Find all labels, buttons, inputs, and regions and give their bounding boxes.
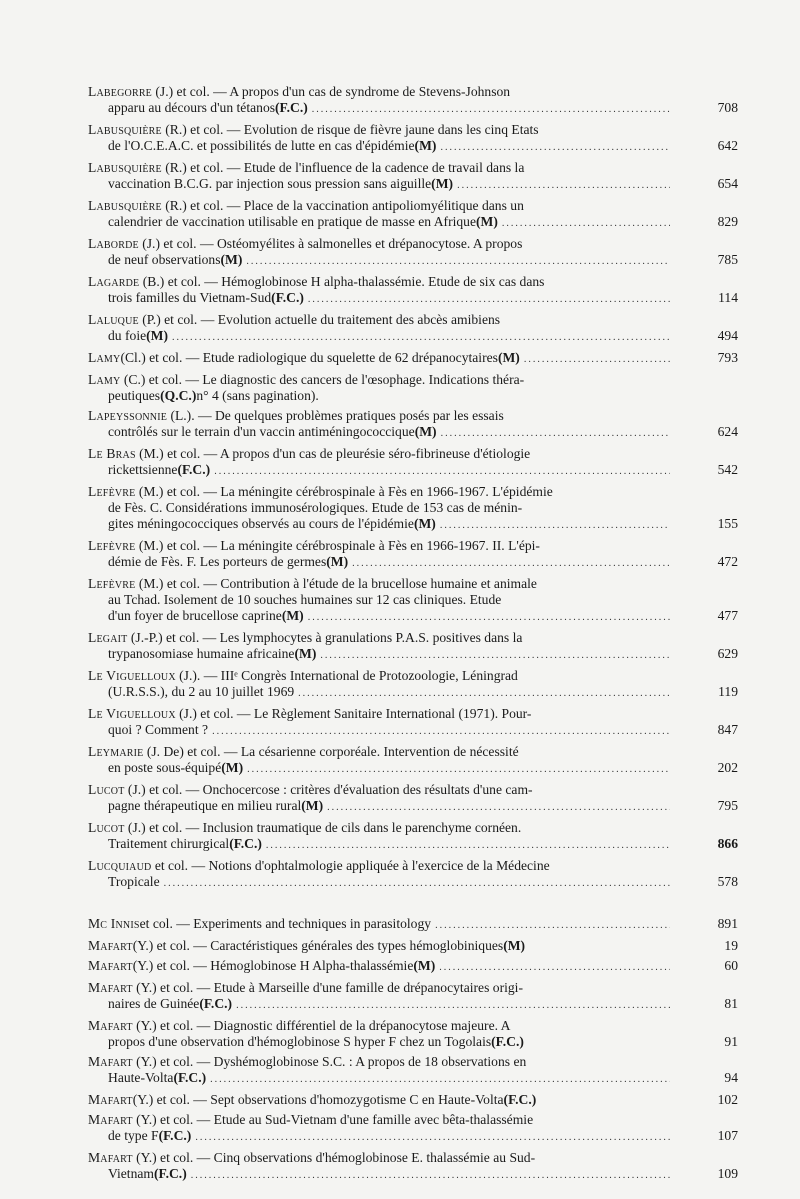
leader-dots (247, 762, 670, 778)
entry-line (88, 836, 738, 854)
author-name: Labegorre (88, 84, 152, 99)
entry-text: (M.) et col. — A propos d'un cas de pleurésie séro-fibrineuse d'étiologie (135, 446, 531, 461)
index-entry (88, 198, 738, 232)
index-entry (88, 1112, 738, 1146)
publication-type: (M) (497, 350, 520, 365)
entry-text: (J. De) et col. — La césarienne corporéale. Intervention de nécessité (143, 744, 519, 759)
author-name: Mafart (88, 938, 133, 953)
entry-line (88, 1054, 670, 1070)
index-entry (88, 446, 738, 480)
entry-line (88, 646, 738, 664)
index-entry (88, 744, 738, 778)
author-name: Le Viguelloux (88, 706, 176, 721)
leader-dots (210, 1072, 670, 1088)
entry-line (88, 84, 670, 100)
entry-line (88, 198, 670, 214)
publication-type: (F.C.) (173, 1070, 207, 1085)
author-name: Lamy (88, 372, 121, 387)
page-number: 91 (724, 1034, 738, 1049)
publication-type: (F.C.) (154, 1166, 187, 1181)
page-number: 109 (717, 1166, 738, 1181)
author-name: Laluque (88, 312, 139, 327)
leader-dots (298, 686, 670, 702)
page-number: 477 (717, 608, 738, 623)
entry-line (88, 1112, 670, 1128)
author-name: Mc Innis (88, 916, 140, 931)
entry-text: du foie (108, 328, 147, 343)
publication-type: (F.C.) (275, 100, 308, 115)
entry-text: de l'O.C.E.A.C. et possibilités de lutte en cas d'épidémie (108, 138, 415, 153)
leader-dots (164, 876, 670, 892)
page-number: 155 (717, 516, 738, 531)
entry-line (88, 630, 670, 646)
entry-text: (J.) et col. — Inclusion traumatique de cils dans le parenchyme cornéen. (124, 820, 522, 835)
entry-text: (Y.) et col. — Cinq observations d'hémoglobinose E. thalassémie au Sud- (132, 1150, 536, 1165)
index-entry (88, 84, 738, 118)
leader-dots (308, 292, 670, 308)
leader-dots (191, 1168, 670, 1184)
page-number: 114 (718, 290, 738, 305)
entry-line (88, 858, 670, 874)
entry-line (88, 706, 670, 722)
publication-type: (M) (301, 798, 324, 813)
author-name: Mafart (88, 1112, 133, 1127)
entry-line (88, 516, 738, 534)
entry-line (88, 1150, 670, 1166)
entry-text: de neuf observations (108, 252, 221, 267)
publication-type: (M) (413, 958, 436, 973)
leader-dots (266, 838, 670, 854)
author-name: Lefèvre (88, 538, 136, 553)
entry-line (88, 138, 738, 156)
entry-line (88, 274, 670, 290)
leader-dots (327, 800, 670, 816)
index-entry (88, 668, 738, 702)
page-number: 578 (717, 874, 738, 889)
entry-text: Haute-Volta (108, 1070, 174, 1085)
entry-line (88, 1128, 738, 1146)
index-entry (88, 350, 738, 368)
entry-text: calendrier de vaccination utilisable en pratique de masse en Afrique (108, 214, 477, 229)
entry-text: contrôlés sur le terrain d'un vaccin antiméningococcique (108, 424, 415, 439)
entry-text: n° 4 (sans pagination). (196, 388, 319, 403)
page-number: 472 (717, 554, 738, 569)
page-number: 708 (717, 100, 738, 115)
leader-dots (352, 556, 670, 572)
leader-dots (439, 960, 670, 976)
entry-text: (R.) et col. — Evolution de risque de fièvre jaune dans les cinq Etats (161, 122, 539, 137)
entry-text: (Y.) et col. — Etude au Sud-Vietnam d'une famille avec bêta-thalassémie (132, 1112, 534, 1127)
author-name: Lefèvre (88, 576, 136, 591)
entry-line (88, 744, 670, 760)
page-number: 94 (724, 1070, 738, 1085)
entry-line (88, 980, 670, 996)
entry-text: Tropicale (108, 874, 160, 889)
publication-type: (M) (476, 214, 498, 229)
entry-text: (J.) et col. — A propos d'un cas de syndrome de Stevens-Johnson (152, 84, 511, 99)
page-number: 654 (717, 176, 738, 191)
index-entry (88, 484, 738, 534)
entry-line (88, 328, 738, 346)
entry-text: propos d'une observation d'hémoglobinose S hyper F chez un Togolais (108, 1034, 492, 1049)
entry-line (88, 408, 670, 424)
leader-dots (440, 518, 670, 534)
entry-line (88, 798, 738, 816)
entry-text: démie de Fès. F. Les porteurs de germes (108, 554, 327, 569)
entry-text: gites méningococciques observés au cours de l'épidémie (108, 516, 414, 531)
publication-type: (F.C.) (177, 462, 211, 477)
author-name: Mafart (88, 980, 133, 995)
entry-text: vaccination B.C.G. par injection sous pression sans aiguille (108, 176, 432, 191)
entry-text: (Y.) et col. — Hémoglobinose H Alpha-thalassémie (132, 958, 414, 973)
publication-type: (F.C.) (271, 290, 304, 305)
publication-type: (Q.C.) (160, 388, 197, 403)
index-entry (88, 372, 670, 404)
entry-line (88, 1092, 738, 1108)
author-name: Lucquiaud (88, 858, 152, 873)
index-entry (88, 958, 738, 976)
entry-line (88, 252, 738, 270)
entry-text: au Tchad. Isolement de 10 souches humaines sur 12 cas cliniques. Etude (108, 592, 502, 607)
author-name: Lucot (88, 820, 125, 835)
entry-text: (P.) et col. — Evolution actuelle du traitement des abcès amibiens (138, 312, 501, 327)
entry-line (88, 484, 670, 500)
entry-text: (Y.) et col. — Sept observations d'homozygotisme C en Haute-Volta (132, 1092, 504, 1107)
index-entry (88, 820, 738, 854)
entry-line (88, 500, 670, 516)
leader-dots (172, 330, 670, 346)
entry-line (88, 446, 670, 462)
index-entry (88, 576, 738, 626)
entry-text: (L.). — De quelques problèmes pratiques posés par les essais (167, 408, 504, 423)
leader-dots (440, 140, 670, 156)
publication-type: (M) (146, 328, 169, 343)
page-number: 642 (717, 138, 738, 153)
entry-line (88, 236, 670, 252)
entry-line (88, 916, 738, 934)
publication-type: (M) (220, 252, 243, 267)
entry-line (88, 100, 738, 118)
entry-text: trois familles du Vietnam-Sud (108, 290, 272, 305)
index-entry (88, 1092, 738, 1108)
entry-line (88, 1166, 738, 1184)
index-entry (88, 858, 738, 892)
leader-dots (435, 918, 670, 934)
entry-line (88, 424, 738, 442)
leader-dots (308, 610, 670, 626)
page-number: 793 (717, 350, 738, 365)
entry-line (88, 760, 738, 778)
publication-type: (F.C.) (503, 1092, 537, 1107)
author-name: Lefèvre (88, 484, 136, 499)
entry-line (88, 290, 738, 308)
publication-type: (M) (431, 176, 454, 191)
entry-text: Traitement chirurgical (108, 836, 230, 851)
leader-dots (195, 1130, 670, 1146)
entry-line (88, 312, 670, 328)
entry-line (88, 722, 738, 740)
entry-text: apparu au décours d'un tétanos (108, 100, 276, 115)
entry-line (88, 214, 738, 232)
author-name: Laborde (88, 236, 139, 251)
entry-line (88, 1018, 670, 1034)
entry-text: rickettsienne (108, 462, 178, 477)
author-name: Le Bras (88, 446, 136, 461)
entry-text: (R.) et col. — Etude de l'influence de la cadence de travail dans la (161, 160, 525, 175)
author-name: Mafart (88, 1150, 133, 1165)
author-name: Leymarie (88, 744, 144, 759)
page-number: 60 (724, 958, 738, 973)
publication-type: (F.C.) (199, 996, 233, 1011)
page-number: 107 (717, 1128, 738, 1143)
entry-line (88, 372, 670, 388)
leader-dots (312, 102, 670, 118)
entry-text: trypanosomiase humaine africaine (108, 646, 295, 661)
page-number: 829 (717, 214, 738, 229)
publication-type: (F.C.) (229, 836, 262, 851)
entry-line (88, 576, 670, 592)
publication-type: (F.C.) (158, 1128, 192, 1143)
page-number: 81 (724, 996, 738, 1011)
entry-text: (Y.) et col. — Dyshémoglobinose S.C. : A propos de 18 observations en (132, 1054, 527, 1069)
entry-line (88, 668, 670, 684)
publication-type: (M) (413, 516, 436, 531)
leader-dots (441, 426, 670, 442)
page-number: 785 (717, 252, 738, 267)
index-entry (88, 782, 738, 816)
entry-text: (B.) et col. — Hémoglobinose H alpha-thalassémie. Etude de six cas dans (139, 274, 545, 289)
entry-line (88, 782, 670, 798)
page-number: 847 (717, 722, 738, 737)
author-index-column (88, 84, 738, 1188)
publication-type: (M) (414, 138, 437, 153)
index-entry (88, 630, 738, 664)
author-name: Le Viguelloux (88, 668, 176, 683)
index-entry (88, 408, 738, 442)
leader-dots (457, 178, 670, 194)
author-name: Lagarde (88, 274, 140, 289)
author-name: Mafart (88, 958, 133, 973)
publication-type: (M) (414, 424, 437, 439)
entry-line (88, 874, 738, 892)
entry-text: (J.) et col. — Ostéomyélites à salmonelles et drépanocytose. A propos (138, 236, 523, 251)
entry-text: (M.) et col. — La méningite cérébrospinale à Fès en 1966-1967. L'épidémie (135, 484, 553, 499)
entry-text: et col. — Notions d'ophtalmologie appliquée à l'exercice de la Médecine (151, 858, 550, 873)
page-number: 542 (717, 462, 738, 477)
entry-line (88, 350, 738, 368)
entry-text: (Y.) et col. — Diagnostic différentiel de la drépanocytose majeure. A (132, 1018, 511, 1033)
publication-type: (M) (221, 760, 244, 775)
section-gap (88, 896, 670, 916)
entry-text: en poste sous-équipé (108, 760, 222, 775)
entry-text: quoi ? Comment ? (108, 722, 209, 737)
entry-text: (J.-P.) et col. — Les lymphocytes à granulations P.A.S. positives dans la (127, 630, 523, 645)
page-number: 202 (717, 760, 738, 775)
entry-text: (C.) et col. — Le diagnostic des cancers de l'œsophage. Indications théra- (120, 372, 525, 387)
entry-text: (U.R.S.S.), du 2 au 10 juillet 1969 (108, 684, 295, 699)
entry-text: peutiques (108, 388, 161, 403)
entry-line (88, 684, 738, 702)
author-name: Mafart (88, 1092, 133, 1107)
index-entry (88, 1018, 738, 1050)
index-entry (88, 274, 738, 308)
author-name: Mafart (88, 1018, 133, 1033)
entry-line (88, 122, 670, 138)
entry-text: (Cl.) et col. — Etude radiologique du squelette de 62 drépanocytaires (120, 350, 498, 365)
author-name: Lapeyssonnie (88, 408, 168, 423)
page-number: 494 (717, 328, 738, 343)
entry-text: (J.) et col. — Onchocercose : critères d'évaluation des résultats d'une cam- (124, 782, 533, 797)
entry-text: (R.) et col. — Place de la vaccination antipoliomyélitique dans un (161, 198, 524, 213)
index-entry (88, 122, 738, 156)
author-name: Labusquière (88, 122, 162, 137)
entry-line (88, 160, 670, 176)
index-entry (88, 938, 738, 954)
entry-text: (Y.) et col. — Caractéristiques générales des types hémoglobiniques (132, 938, 504, 953)
author-name: Lamy (88, 350, 121, 365)
page-number: 866 (717, 836, 738, 851)
index-entry (88, 980, 738, 1014)
author-name: Labusquière (88, 160, 162, 175)
index-entry (88, 1054, 738, 1088)
leader-dots (524, 352, 670, 368)
entry-line (88, 388, 670, 404)
entry-line (88, 1070, 738, 1088)
entry-text: d'un foyer de brucellose caprine (108, 608, 282, 623)
page-number: 624 (717, 424, 738, 439)
entry-text: (J.) et col. — Le Règlement Sanitaire International (1971). Pour- (175, 706, 532, 721)
author-name: Lucot (88, 782, 125, 797)
entry-text: Vietnam (108, 1166, 154, 1181)
publication-type: (M) (503, 938, 526, 953)
publication-type: (M) (294, 646, 317, 661)
author-name: Labusquière (88, 198, 162, 213)
index-entry (88, 312, 738, 346)
leader-dots (246, 254, 670, 270)
author-name: Legait (88, 630, 128, 645)
entry-text: et col. — Experiments and techniques in parasitology (139, 916, 432, 931)
page-number: 629 (717, 646, 738, 661)
page-number: 102 (717, 1092, 738, 1107)
leader-dots (212, 724, 670, 740)
entry-line (88, 538, 670, 554)
author-name: Mafart (88, 1054, 133, 1069)
index-entry (88, 706, 738, 740)
entry-text: de type F (108, 1128, 159, 1143)
entry-line (88, 958, 738, 976)
leader-dots (502, 216, 670, 232)
entry-line (88, 996, 738, 1014)
index-entry (88, 160, 738, 194)
leader-dots (236, 998, 670, 1014)
index-entry (88, 236, 738, 270)
page-number: 891 (717, 916, 738, 931)
entry-text: (J.). — IIIᵉ Congrès International de Protozoologie, Léningrad (175, 668, 518, 683)
index-entry (88, 1150, 738, 1184)
entry-text: (Y.) et col. — Etude à Marseille d'une famille de drépanocytaires origi- (132, 980, 523, 995)
publication-type: (F.C.) (491, 1034, 524, 1049)
entry-line (88, 820, 670, 836)
publication-type: (M) (326, 554, 349, 569)
entry-text: (M.) et col. — La méningite cérébrospinale à Fès en 1966-1967. II. L'épi- (135, 538, 540, 553)
entry-line (88, 608, 738, 626)
page-number: 19 (724, 938, 738, 953)
entry-text: naires de Guinée (108, 996, 200, 1011)
leader-dots (214, 464, 670, 480)
index-entry (88, 916, 738, 934)
page-number: 795 (717, 798, 738, 813)
page-number: 119 (718, 684, 738, 699)
entry-line (88, 554, 738, 572)
index-entry (88, 538, 738, 572)
entry-text: de Fès. C. Considérations immunosérologiques. Etude de 153 cas de ménin- (108, 500, 523, 515)
entry-line (88, 462, 738, 480)
entry-line (88, 938, 738, 954)
publication-type: (M) (281, 608, 304, 623)
entry-text: (M.) et col. — Contribution à l'étude de la brucellose humaine et animale (135, 576, 537, 591)
entry-line (88, 1034, 738, 1050)
entry-line (88, 176, 738, 194)
entry-line (88, 592, 670, 608)
leader-dots (320, 648, 670, 664)
entry-text: pagne thérapeutique en milieu rural (108, 798, 302, 813)
